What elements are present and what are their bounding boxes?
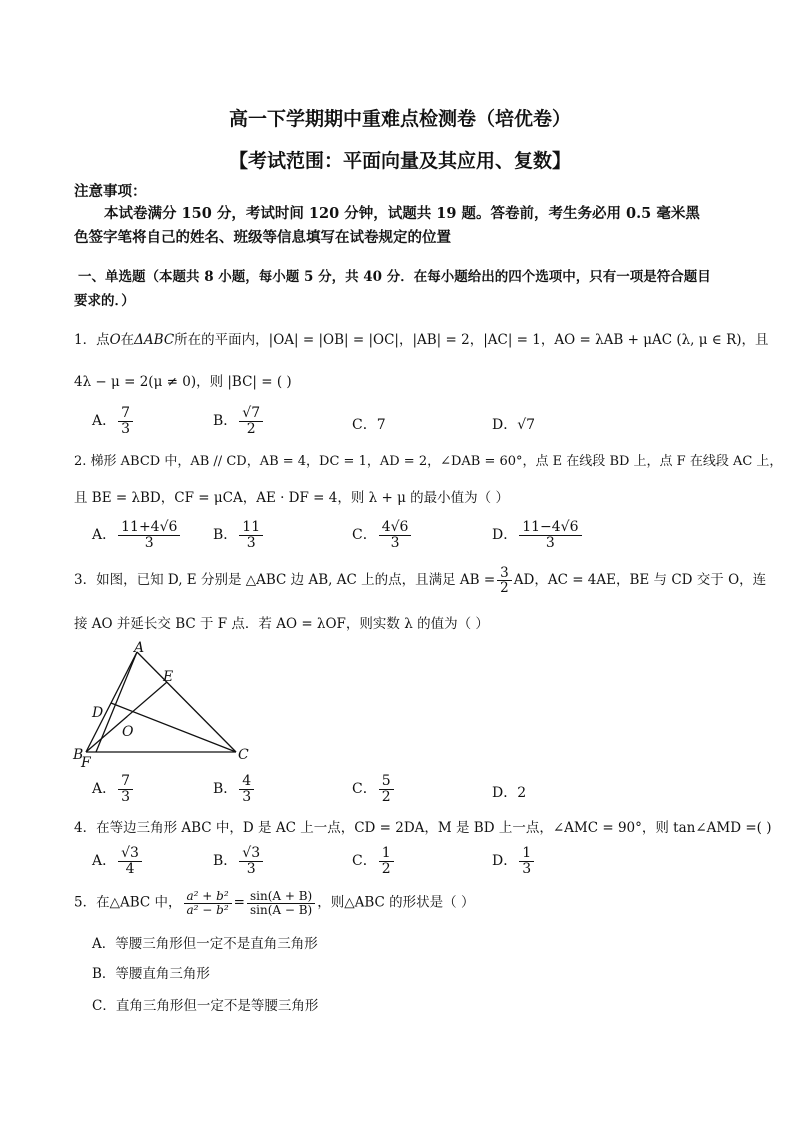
q3-line-2: 接 AO 并延长交 BC 于 F 点．若 AO = λOF，则实数 λ 的值为（ ）	[74, 616, 489, 632]
q2-option-a: A． $\frac{11+4√6}{3}$	[92, 520, 182, 550]
q4-line-1: 4．在等边三角形 ABC 中，D 是 AC 上一点，CD = 2DA，M 是 BD 上一点，∠AMC = 90°，则 tan∠AMD =( )	[74, 820, 772, 836]
q2-option-c: C． $\frac{4√6}{3}$	[352, 520, 413, 550]
q1-line-1: 1．点O在ΔABC所在的平面内，|OA| = |OB| = |OC|，|AB| = 2，|AC| = 1，AO = λAB + μAC (λ, μ ∈ R)，且	[74, 332, 769, 348]
notice-heading: 注意事项：	[74, 183, 147, 200]
fig-label-f: F	[81, 755, 91, 770]
q3-option-c: C． $\frac{5}{2}$	[352, 774, 396, 804]
q3-option-a: A． $\frac{7}{3}$	[92, 774, 135, 804]
q4-option-c: C． $\frac{1}{2}$	[352, 846, 396, 876]
q1-option-c: C．7	[352, 417, 386, 433]
section-heading-line-2: 要求的．）	[74, 293, 135, 309]
notice-line-1: 本试卷满分 150 分，考试时间 120 分钟，试题共 19 题。答卷前，考生务必用 0.5 毫米黑	[104, 205, 700, 222]
q4-option-b: B． $\frac{√3}{3}$	[213, 846, 265, 876]
q3-option-b: B． $\frac{4}{3}$	[213, 774, 256, 804]
fig-label-d: D	[92, 705, 104, 721]
fig-label-e: E	[163, 669, 174, 685]
q1-option-b: B． $\frac{√7}{2}$	[213, 406, 265, 436]
q3-line-1: 3．如图，已知 D, E 分别是 △ABC 边 AB, AC 上的点，且满足 AB = $\frac{3}{2}$ AD，AC = 4AE，BE 与 CD 交于 O，连	[74, 565, 767, 597]
exam-scope: 【考试范围：平面向量及其应用、复数】	[228, 150, 571, 172]
q2-line-2: 且 BE = λBD，CF = μCA，AE · DF = 4，则 λ + μ 的最小值为（ ）	[74, 490, 509, 506]
q3-option-d: D．2	[492, 785, 527, 801]
q2-option-d: D． $\frac{11-4√6}{3}$	[492, 520, 584, 550]
q5-option-b: B．等腰直角三角形	[92, 966, 210, 982]
q1-option-a: A． $\frac{7}{3}$	[92, 406, 135, 436]
q5-line-1: 5．在△ABC 中， $\frac{\text{a² + b²}}{\text{a² − b²}}$ = $\frac{\sin(A + B)}{\sin(A - B)}$ ，则△ABC 的形状是（ ）	[74, 889, 475, 917]
q1-line-2: 4λ − μ = 2(μ ≠ 0)，则 |BC| = ( )	[74, 374, 292, 390]
q1-number: 1．	[74, 332, 97, 348]
page-title: 高一下学期期中重难点检测卷（培优卷）	[228, 108, 571, 130]
q4-option-a: A． $\frac{√3}{4}$	[92, 846, 144, 876]
q2-line-1: 2. 梯形 ABCD 中，AB // CD，AB = 4，DC = 1，AD = 2，∠DAB = 60°，点 E 在线段 BD 上，点 F 在线段 AC 上，	[74, 454, 783, 469]
q4-option-d: D． $\frac{1}{3}$	[492, 846, 536, 876]
fig-label-o: O	[122, 724, 134, 740]
q3-triangle-figure	[70, 640, 270, 770]
fig-label-b: B	[73, 747, 84, 763]
fig-label-c: C	[238, 747, 249, 763]
section-heading-line-1: 一、单选题（本题共 8 小题，每小题 5 分，共 40 分．在每小题给出的四个选项中，只有一项是符合题目	[78, 269, 711, 285]
fig-label-a: A	[134, 640, 145, 656]
q2-option-b: B． $\frac{11}{3}$	[213, 520, 265, 550]
q1-condition: |OA| = |OB| = |OC|，|AB| = 2，|AC| = 1，AO = λAB + μAC (λ, μ ∈ R)，且	[268, 332, 769, 348]
q5-option-c: C．直角三角形但一定不是等腰三角形	[92, 998, 319, 1014]
q5-option-a: A．等腰三角形但一定不是直角三角形	[92, 936, 318, 952]
q1-option-d: D．√7	[492, 417, 536, 433]
notice-line-2: 色签字笔将自己的姓名、班级等信息填写在试卷规定的位置	[74, 229, 451, 246]
